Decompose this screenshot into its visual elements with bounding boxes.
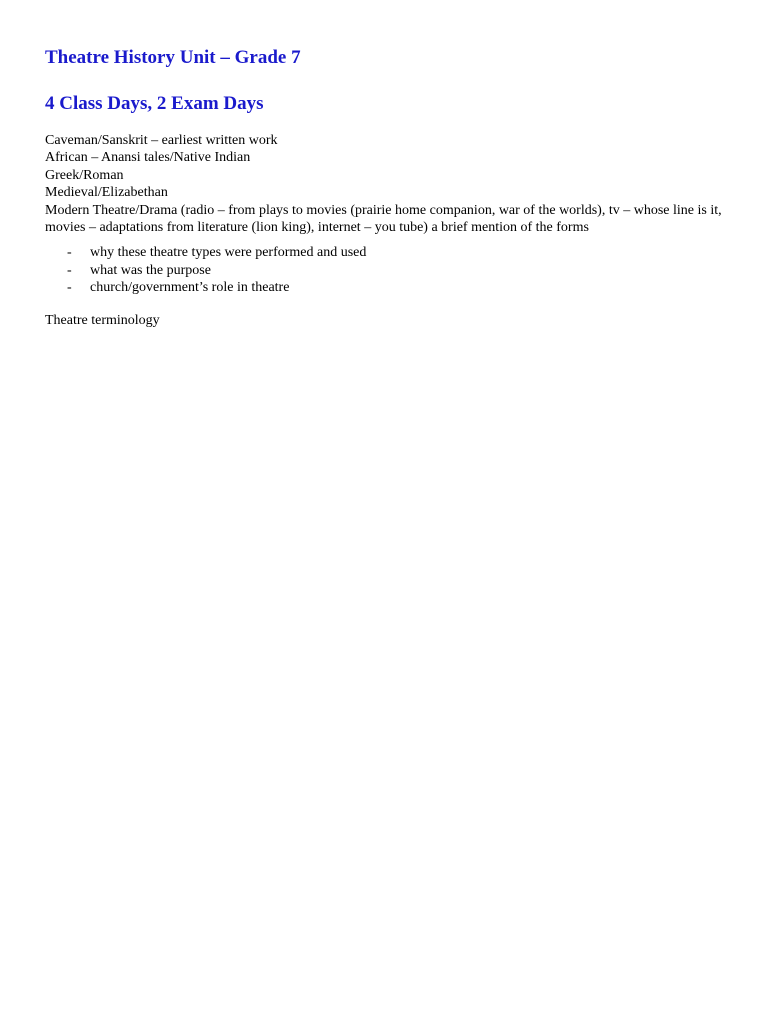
bullet-list xyxy=(45,244,735,297)
topic-item: Modern Theatre/Drama (radio – from plays to movies (prairie home companion, war of the worlds), tv – whose line is it, movies – adaptations from literature (lion king), internet – you tube) a brief mention of the forms xyxy=(45,202,722,236)
dash-marker: - xyxy=(67,280,72,296)
bullet-text: what was the purpose xyxy=(90,262,211,278)
bullet-item xyxy=(45,262,735,280)
topic-item: African – Anansi tales/Native Indian xyxy=(45,150,251,166)
document-title: Theatre History Unit – Grade 7 xyxy=(45,47,301,68)
topic-list xyxy=(45,132,735,236)
bullet-text: church/government’s role in theatre xyxy=(90,280,290,296)
topic-item: Medieval/Elizabethan xyxy=(45,185,168,201)
bullet-item xyxy=(45,244,735,262)
topic-item: Caveman/Sanskrit – earliest written work xyxy=(45,133,278,148)
dash-marker: - xyxy=(67,262,72,278)
document-page xyxy=(45,44,735,329)
dash-marker: - xyxy=(67,245,72,261)
bullet-text: why these theatre types were performed and used xyxy=(90,245,367,261)
topic-item: Greek/Roman xyxy=(45,167,124,183)
bullet-item xyxy=(45,279,735,297)
document-subtitle: 4 Class Days, 2 Exam Days xyxy=(45,93,264,114)
closing-line: Theatre terminology xyxy=(45,312,160,328)
